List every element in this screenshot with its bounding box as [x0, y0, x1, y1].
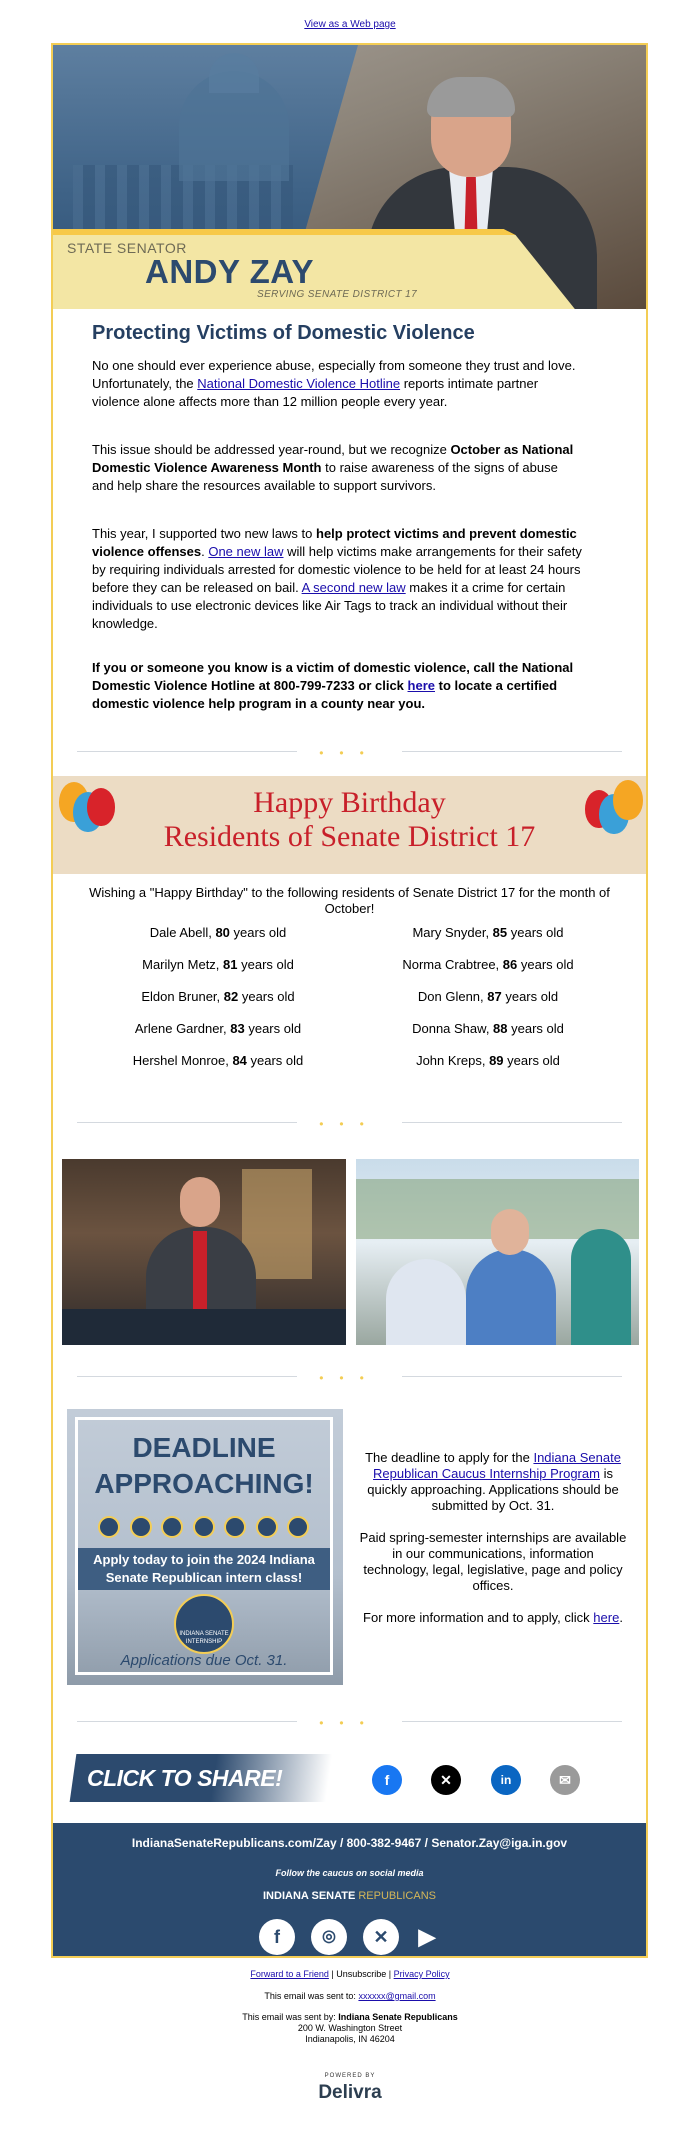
indiana-senate-republicans-logo: INDIANA SENATE REPUBLICANS	[263, 1890, 436, 1902]
p2-text-a: This issue should be addressed year-round, but we recognize	[92, 442, 451, 457]
internship-deadline-graphic[interactable]	[67, 1409, 343, 1685]
p3-text-d: makes it a crime for certain individuals to use electronic devices like Air Tags to track an individual without their knowledge.	[92, 580, 568, 631]
p3-text-a: This year, I supported two new laws to	[92, 526, 316, 541]
p4-text-a: If you or someone you know is a victim of domestic violence, call the National Domestic Violence Hotline at 800-799-7233 or click	[92, 660, 574, 693]
list-item: Eldon Bruner, 82 years old	[141, 989, 295, 1004]
view-as-web-page-link[interactable]: View as a Web page	[304, 19, 396, 30]
x-icon[interactable]: ✕	[363, 1919, 399, 1955]
birthday-title-line2: Residents of Senate District 17	[163, 820, 536, 853]
list-item: Donna Shaw, 88 years old	[412, 1021, 564, 1036]
capitol-icon	[161, 1516, 183, 1538]
district-label: SERVING SENATE DISTRICT 17	[257, 289, 418, 300]
recipient-email[interactable]: xxxxxx@gmail.com	[358, 1991, 436, 2001]
x-share-icon[interactable]: ✕	[431, 1765, 461, 1795]
divider-1: •••	[77, 746, 622, 758]
senator-podium-photo	[62, 1159, 346, 1345]
article-paragraph-2	[92, 441, 582, 495]
p1-text-a: No one should ever experience abuse, especially from someone they trust and love. Unfortunately, the	[92, 358, 576, 391]
scales-icon	[130, 1516, 152, 1538]
linkedin-share-icon[interactable]: in	[491, 1765, 521, 1795]
article-paragraph-3	[92, 525, 582, 633]
powered-by-label: POWERED BY	[324, 2073, 376, 2079]
internship-paragraph-1: The deadline to apply for the Indiana Senate Republican Caucus Internship Program is quickly approaching. Applications should be submitted by Oct. 31.	[365, 1450, 621, 1513]
view-web-link-row	[0, 19, 700, 30]
internship-graphic-border	[75, 1417, 333, 1675]
footer-follow-label: Follow the caucus on social media	[275, 1868, 424, 1878]
sent-by-block: This email was sent by: Indiana Senate Republicans 200 W. Washington Street Indianapolis, IN 46204	[242, 2012, 458, 2044]
divider-4: •••	[77, 1716, 622, 1728]
list-item: Marilyn Metz, 81 years old	[142, 957, 294, 972]
list-item: Dale Abell, 80 years old	[149, 925, 287, 940]
footer-contact: IndianaSenateRepublicans.com/Zay / 800-382-9467 / Senator.Zay@iga.in.gov	[131, 1836, 568, 1850]
privacy-policy-link[interactable]: Privacy Policy	[393, 1969, 450, 1979]
senator-constituents-photo	[356, 1159, 639, 1345]
one-new-law-link[interactable]: One new law	[208, 544, 284, 559]
click-to-share-label: CLICK TO SHARE!	[87, 1765, 283, 1791]
divider-3: •••	[77, 1371, 622, 1383]
p3-text-b: .	[201, 544, 209, 559]
gear-icon	[256, 1516, 278, 1538]
internship-paragraph-2: Paid spring-semester internships are available in our communications, information technology, legal, legislative, page and policy offices.	[359, 1530, 627, 1593]
article-paragraph-4	[92, 659, 582, 713]
internship-graphic-banner: Apply today to join the 2024 Indiana Senate Republican intern class!	[78, 1548, 330, 1590]
internship-description	[358, 1450, 628, 1626]
youtube-icon[interactable]: ▶	[418, 1924, 436, 1949]
hero-banner	[53, 45, 646, 309]
state-senator-label: STATE SENATOR	[67, 240, 187, 256]
forward-to-friend-link[interactable]: Forward to a Friend	[250, 1969, 329, 1979]
help-program-link[interactable]: here	[407, 678, 435, 693]
footer	[53, 1823, 646, 1958]
senate-seal-icon: INDIANA SENATE INTERNSHIP	[174, 1594, 234, 1654]
email-frame	[51, 43, 648, 1958]
list-item: Norma Crabtree, 86 years old	[402, 957, 574, 972]
second-new-law-link[interactable]: A second new law	[301, 580, 406, 595]
senator-name: ANDY ZAY	[145, 253, 315, 290]
list-item: Mary Snyder, 85 years old	[412, 925, 564, 940]
delivra-logo[interactable]: Delivra	[318, 2082, 382, 2103]
article-paragraph-1	[92, 357, 582, 411]
p2-text-b: to raise awareness of the signs of abuse and help share the resources available to support survivors.	[92, 460, 558, 493]
list-item: Arlene Gardner, 83 years old	[134, 1021, 302, 1036]
birthday-wish: Wishing a "Happy Birthday" to the following residents of Senate District 17 for the month of October!	[89, 885, 610, 916]
p3-text-c: will help victims make arrangements for their safety by requiring individuals arrested for domestic violence to be held for at least 24 hours before they can be released on bail.	[92, 544, 582, 595]
p1-text-b: reports intimate partner violence alone affects more than 12 million people every year.	[92, 376, 539, 409]
facebook-share-icon[interactable]: f	[372, 1765, 402, 1795]
birthday-banner	[53, 776, 646, 874]
legal-links: Forward to a Friend | Unsubscribe | Privacy Policy	[250, 1969, 450, 1979]
senator-hair	[427, 77, 515, 117]
pencil-icon	[224, 1516, 246, 1538]
internship-paragraph-3: For more information and to apply, click here.	[363, 1610, 623, 1625]
divider-2: •••	[77, 1117, 622, 1129]
p4-text-b: to locate a certified domestic violence help program in a county near you.	[92, 678, 558, 711]
birthday-title-line1: Happy Birthday	[253, 786, 446, 819]
article-title: Protecting Victims of Domestic Violence	[92, 322, 475, 344]
sent-to-line: This email was sent to: xxxxxx@gmail.com	[264, 1991, 436, 2001]
email-share-icon[interactable]: ✉	[550, 1765, 580, 1795]
list-item: John Kreps, 89 years old	[416, 1053, 560, 1068]
hotline-link[interactable]: National Domestic Violence Hotline	[197, 376, 401, 391]
internship-icon-row	[98, 1516, 310, 1540]
internship-graphic-due: Applications due Oct. 31.	[120, 1652, 288, 1669]
unsubscribe-link[interactable]: Unsubscribe	[336, 1969, 387, 1979]
newspaper-icon	[193, 1516, 215, 1538]
p3-bold: help protect victims and prevent domestic violence offenses	[92, 526, 577, 559]
internship-graphic-title: DEADLINE APPROACHING!	[94, 1432, 314, 1499]
facebook-icon[interactable]: f	[259, 1919, 295, 1955]
instagram-icon[interactable]: ◎	[311, 1919, 347, 1955]
list-item: Hershel Monroe, 84 years old	[132, 1053, 304, 1068]
internship-program-link[interactable]: Indiana Senate Republican Caucus Internship Program	[373, 1450, 621, 1481]
p2-bold: October as National Domestic Violence Awareness Month	[92, 442, 574, 475]
list-item: Don Glenn, 87 years old	[417, 989, 559, 1004]
computer-icon	[98, 1516, 120, 1538]
internship-apply-link[interactable]: here	[593, 1610, 620, 1625]
people-icon	[287, 1516, 309, 1538]
